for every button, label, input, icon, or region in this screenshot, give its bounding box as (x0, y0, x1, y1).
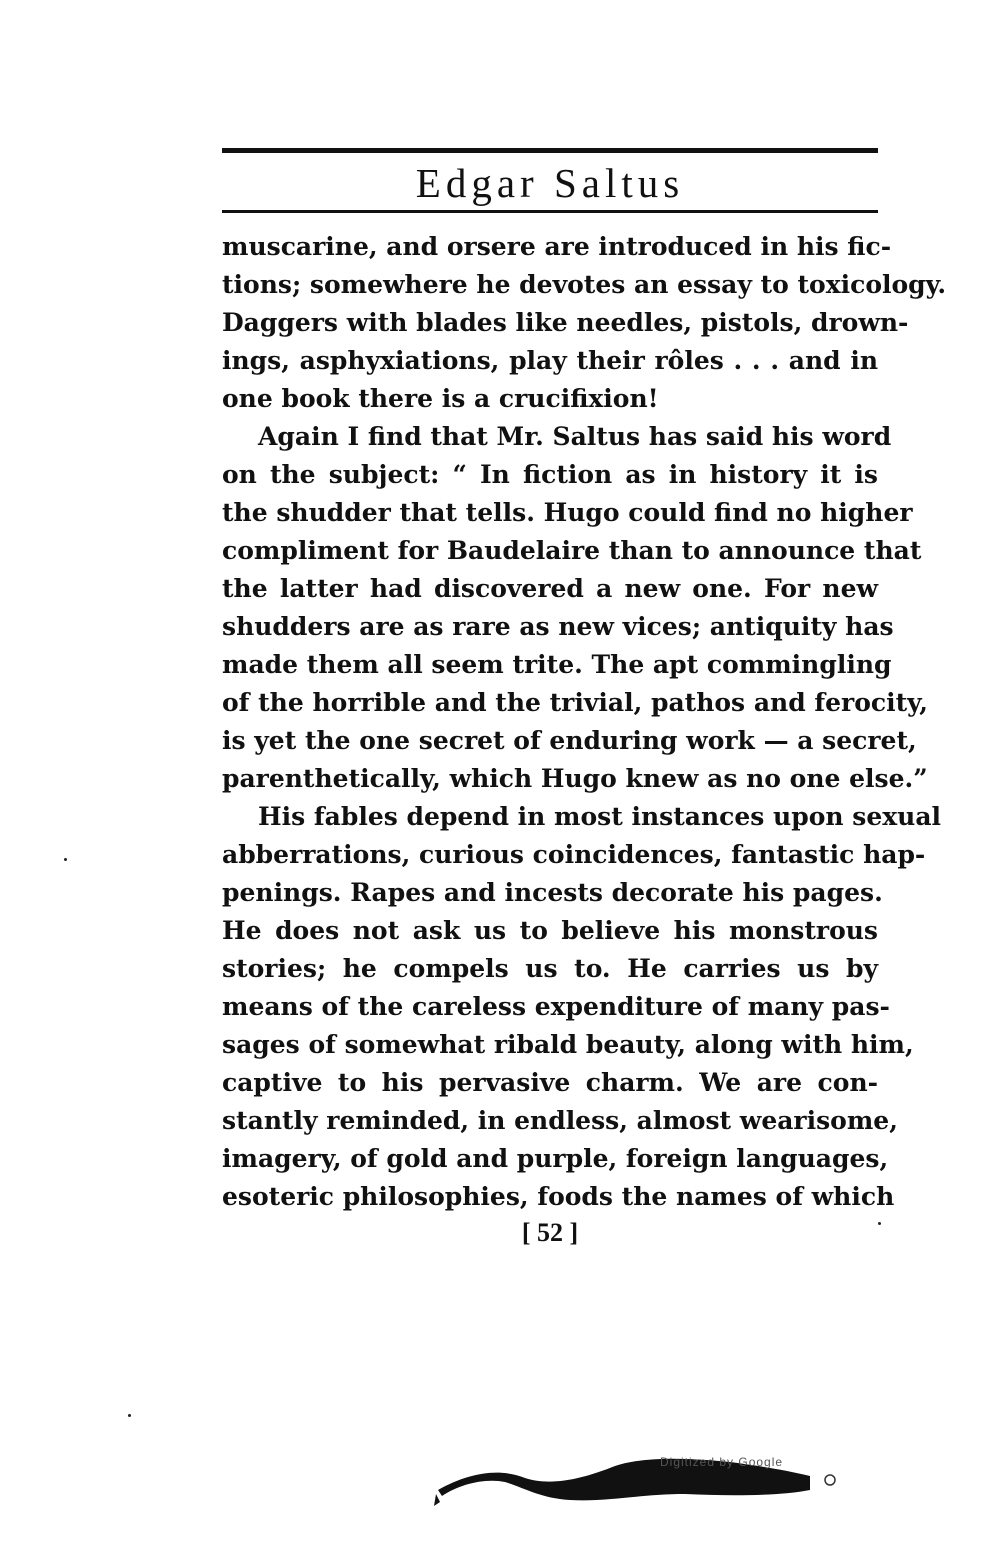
text-line: He does not ask us to believe his monstrous (222, 916, 878, 945)
digitized-by-label: Digitized by Google (660, 1455, 784, 1469)
text-line: tions; somewhere he devotes an essay to toxicology. (222, 270, 947, 299)
text-line: shudders are as rare as new vices; antiquity has (222, 612, 894, 641)
scan-speck (128, 1414, 131, 1417)
text-line: on the subject: “ In fiction as in history it is (222, 460, 878, 489)
text-line: esoteric philosophies, foods the names of which (222, 1182, 895, 1211)
digitization-smudge (430, 1450, 850, 1510)
text-line: ings, asphyxiations, play their rôles . . . and in (222, 346, 878, 375)
text-line: imagery, of gold and purple, foreign languages, (222, 1144, 889, 1173)
body-text (222, 228, 947, 1216)
running-head-title: Edgar Saltus (415, 160, 685, 206)
text-line: compliment for Baudelaire than to announce that (222, 536, 922, 565)
text-line: stantly reminded, in endless, almost wearisome, (222, 1106, 898, 1135)
text-line: one book there is a crucifixion! (222, 384, 659, 413)
scan-speck (878, 1222, 881, 1225)
scan-speck (64, 858, 67, 861)
text-line: is yet the one secret of enduring work — a secret, (222, 726, 917, 755)
text-line: the shudder that tells. Hugo could find no higher (222, 498, 913, 527)
text-line: parenthetically, which Hugo knew as no one else.” (222, 764, 928, 793)
text-line: abberrations, curious coincidences, fantastic hap- (222, 840, 926, 869)
text-line: captive to his pervasive charm. We are con- (222, 1068, 878, 1097)
header-rule-top (222, 148, 878, 153)
text-line: made them all seem trite. The apt commingling (222, 650, 892, 679)
text-line: Again I find that Mr. Saltus has said his word (258, 422, 892, 451)
text-line: means of the careless expenditure of many pas- (222, 992, 890, 1021)
header-rule-bottom (222, 210, 878, 213)
text-line: of the horrible and the trivial, pathos and ferocity, (222, 688, 929, 717)
text-line: stories; he compels us to. He carries us by (222, 954, 878, 983)
scan-smudge-tail (434, 1494, 440, 1506)
scan-smudge-ring (825, 1475, 835, 1485)
text-line: Daggers with blades like needles, pistols, drown- (222, 308, 909, 337)
page-number: [ 52 ] (521, 1218, 579, 1247)
text-line: muscarine, and orsere are introduced in his fic- (222, 232, 892, 261)
text-line: the latter had discovered a new one. For new (222, 574, 878, 603)
text-line: sages of somewhat ribald beauty, along with him, (222, 1030, 914, 1059)
text-line: His fables depend in most instances upon sexual (258, 802, 942, 831)
text-line: penings. Rapes and incests decorate his pages. (222, 878, 883, 907)
